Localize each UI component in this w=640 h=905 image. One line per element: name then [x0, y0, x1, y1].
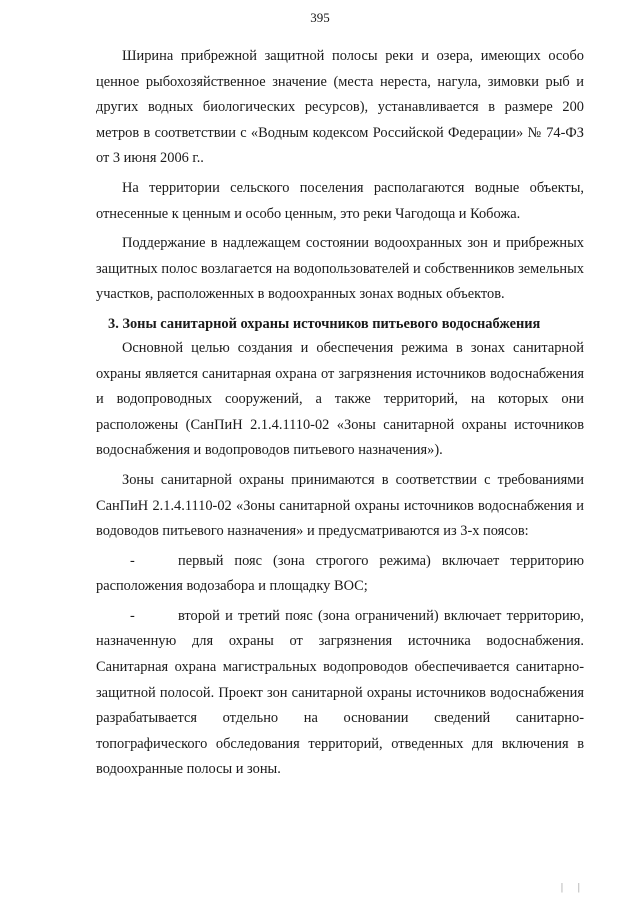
list-item-first-belt — [96, 549, 584, 600]
corner-marks: | | — [560, 881, 586, 893]
document-body — [96, 44, 584, 783]
list-item-second-third-belt — [96, 604, 584, 783]
page-number: 395 — [310, 10, 330, 25]
paragraph-coastal-strip-width: Ширина прибрежной защитной полосы реки и озера, имеющих особо ценное рыбохозяйственное значение (места нереста, нагула, зимовки рыб и других водных биологических ресурсов), устанавливается в размере 200 метров в соответствии с «Водным кодексом Российской Федерации» № 74-ФЗ от 3 июня 2006 г.. — [96, 48, 584, 167]
paragraph-sanitary-purpose: Основной целью создания и обеспечения режима в зонах санитарной охраны является санитарная охрана от загрязнения источников водоснабжения и водопроводных сооружений, а также территорий, на которых они расположены (СанПиН 2.1.4.1110-02 «Зоны санитарной охраны источников водоснабжения и водопроводов питьевого назначения»). — [96, 339, 584, 459]
list-item-text: первый пояс (зона строгого режима) включает территорию расположения водозабора и площадку ВОС; — [96, 552, 584, 595]
list-dash: - — [130, 607, 135, 624]
section-heading: 3. Зоны санитарной охраны источников питьевого водоснабжения — [108, 315, 541, 332]
paragraph-water-objects: На территории сельского поселения располагаются водные объекты, отнесенные к ценным и особо ценным, это реки Чагодоща и Кобожа. — [96, 179, 584, 222]
list-item-text: второй и третий пояс (зона ограничений) включает территорию, назначенную для охраны от загрязнения источника водоснабжения. Санитарная охрана магистральных водопроводов обеспечивается санитарно-защитной полосой. Проект зон санитарной охраны источников водоснабжения разрабатывается отдельно на основании сведений санитарно-топографического обследования территорий, отведенных для включения в водоохранные полосы и зоны. — [96, 607, 584, 778]
paragraph-maintenance: Поддержание в надлежащем состоянии водоохранных зон и прибрежных защитных полос возлагается на водопользователей и собственников земельных участков, расположенных в водоохранных зонах водных объектов. — [96, 235, 584, 303]
paragraph-sanitary-belts: Зоны санитарной охраны принимаются в соответствии с требованиями СанПиН 2.1.4.1110-02 «Зоны санитарной охраны источников водоснабжения и водоводов питьевого назначения» и предусматриваются из 3-х поясов: — [96, 471, 584, 540]
list-dash: - — [130, 552, 135, 569]
